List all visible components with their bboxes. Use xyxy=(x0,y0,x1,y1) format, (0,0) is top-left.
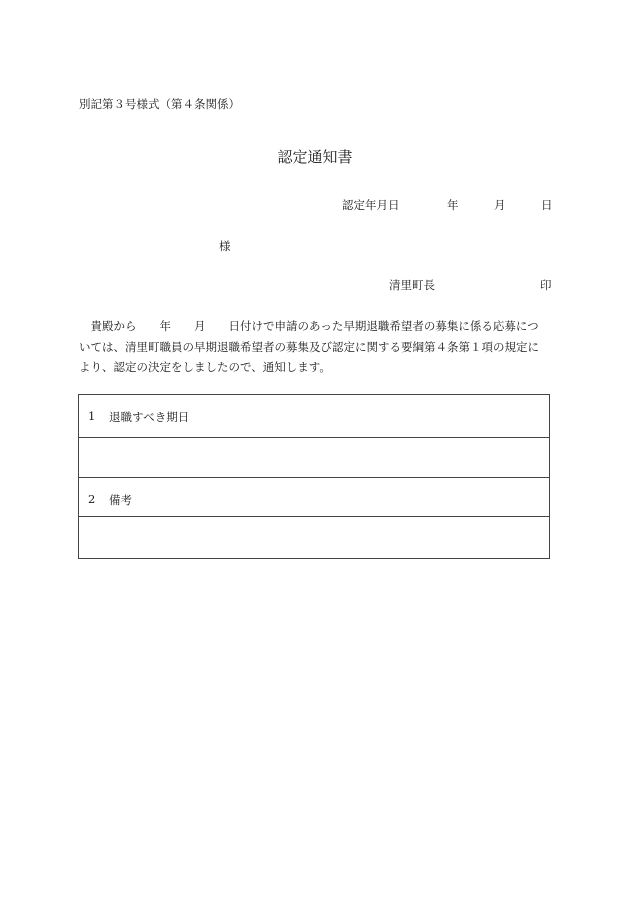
item-header-retirement-date xyxy=(79,395,549,438)
item-label: 備考 xyxy=(109,493,132,507)
notification-body xyxy=(79,316,539,378)
date-day-unit: 日 xyxy=(541,198,553,212)
item-header-remarks xyxy=(79,478,549,517)
date-month-unit: 月 xyxy=(494,198,506,212)
item-value-remarks xyxy=(79,517,549,558)
form-reference: 別記第３号様式（第４条関係） xyxy=(79,97,240,111)
item-number: 1 xyxy=(88,409,96,423)
body-line: より、認定の決定をしましたので、通知します。 xyxy=(79,360,331,374)
item-number: 2 xyxy=(88,492,96,506)
addressee-suffix: 様 xyxy=(219,239,231,253)
date-year-unit: 年 xyxy=(447,198,459,212)
issuer-name: 清里町長 xyxy=(389,278,435,292)
item-value-retirement-date xyxy=(79,438,549,478)
item-label: 退職すべき期日 xyxy=(109,410,190,424)
body-line: いては、清里町職員の早期退職希望者の募集及び認定に関する要綱第４条第１項の規定に xyxy=(79,339,539,354)
document-title: 認定通知書 xyxy=(277,148,353,166)
seal-mark: 印 xyxy=(540,278,552,292)
body-line: 貴殿から 年 月 日付けで申請のあった早期退職希望者の募集に係る応募につ xyxy=(79,319,539,333)
date-label: 認定年月日 xyxy=(342,198,400,212)
items-table xyxy=(78,394,550,559)
